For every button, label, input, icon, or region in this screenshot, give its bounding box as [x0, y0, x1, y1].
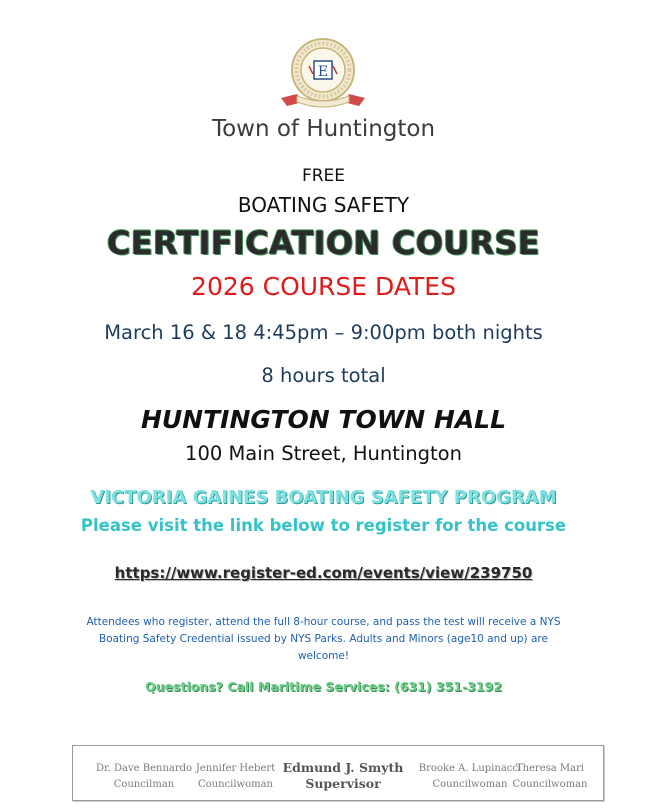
official-title: Councilman: [113, 779, 175, 790]
town-seal-icon: [275, 36, 371, 110]
certification-course-title: CERTIFICATION COURSE: [107, 224, 540, 262]
course-hours: 8 hours total: [261, 364, 386, 387]
official-name: Jennifer Hebert: [195, 763, 276, 774]
official-bennardo: [85, 761, 203, 793]
registration-link[interactable]: https://www.register-ed.com/events/view/239750: [114, 564, 533, 582]
official-title: Councilwoman: [512, 779, 588, 790]
attendee-note-line-1: Attendees who register, attend the full 8-hour course, and pass the test will receive a NYS: [86, 616, 561, 628]
official-name: Dr. Dave Bennardo: [95, 763, 193, 774]
town-name: Town of Huntington: [211, 116, 436, 142]
free-label: FREE: [301, 166, 346, 186]
course-schedule: March 16 & 18 4:45pm – 9:00pm both nights: [104, 321, 543, 344]
official-smyth: [278, 760, 408, 792]
course-dates-heading: 2026 COURSE DATES: [191, 272, 456, 301]
officials-footer: [72, 745, 604, 801]
official-hebert: [193, 761, 278, 793]
official-name: Edmund J. Smyth: [282, 760, 404, 775]
official-name: Theresa Mari: [515, 763, 585, 774]
official-title: Councilwoman: [432, 779, 508, 790]
svg-text:E: E: [317, 64, 329, 80]
attendee-note-line-2: Boating Safety Credential issued by NYS Parks. Adults and Minors (age10 and up) are: [99, 633, 548, 645]
official-mari: [510, 761, 590, 793]
venue-address: 100 Main Street, Huntington: [185, 442, 462, 465]
attendee-note-line-3: welcome!: [297, 650, 350, 662]
boating-safety-heading: BOATING SAFETY: [237, 193, 410, 217]
official-name: Brooke A. Lupinacci: [418, 763, 522, 774]
official-title: Supervisor: [305, 776, 381, 791]
attendee-note: [70, 614, 577, 665]
register-prompt: Please visit the link below to register for the course: [80, 516, 567, 535]
program-name: VICTORIA GAINES BOATING SAFETY PROGRAM: [90, 487, 557, 508]
venue-name: HUNTINGTON TOWN HALL: [140, 405, 507, 434]
official-title: Councilwoman: [197, 779, 273, 790]
questions-contact: Questions? Call Maritime Services: (631) 351-3192: [145, 679, 502, 694]
